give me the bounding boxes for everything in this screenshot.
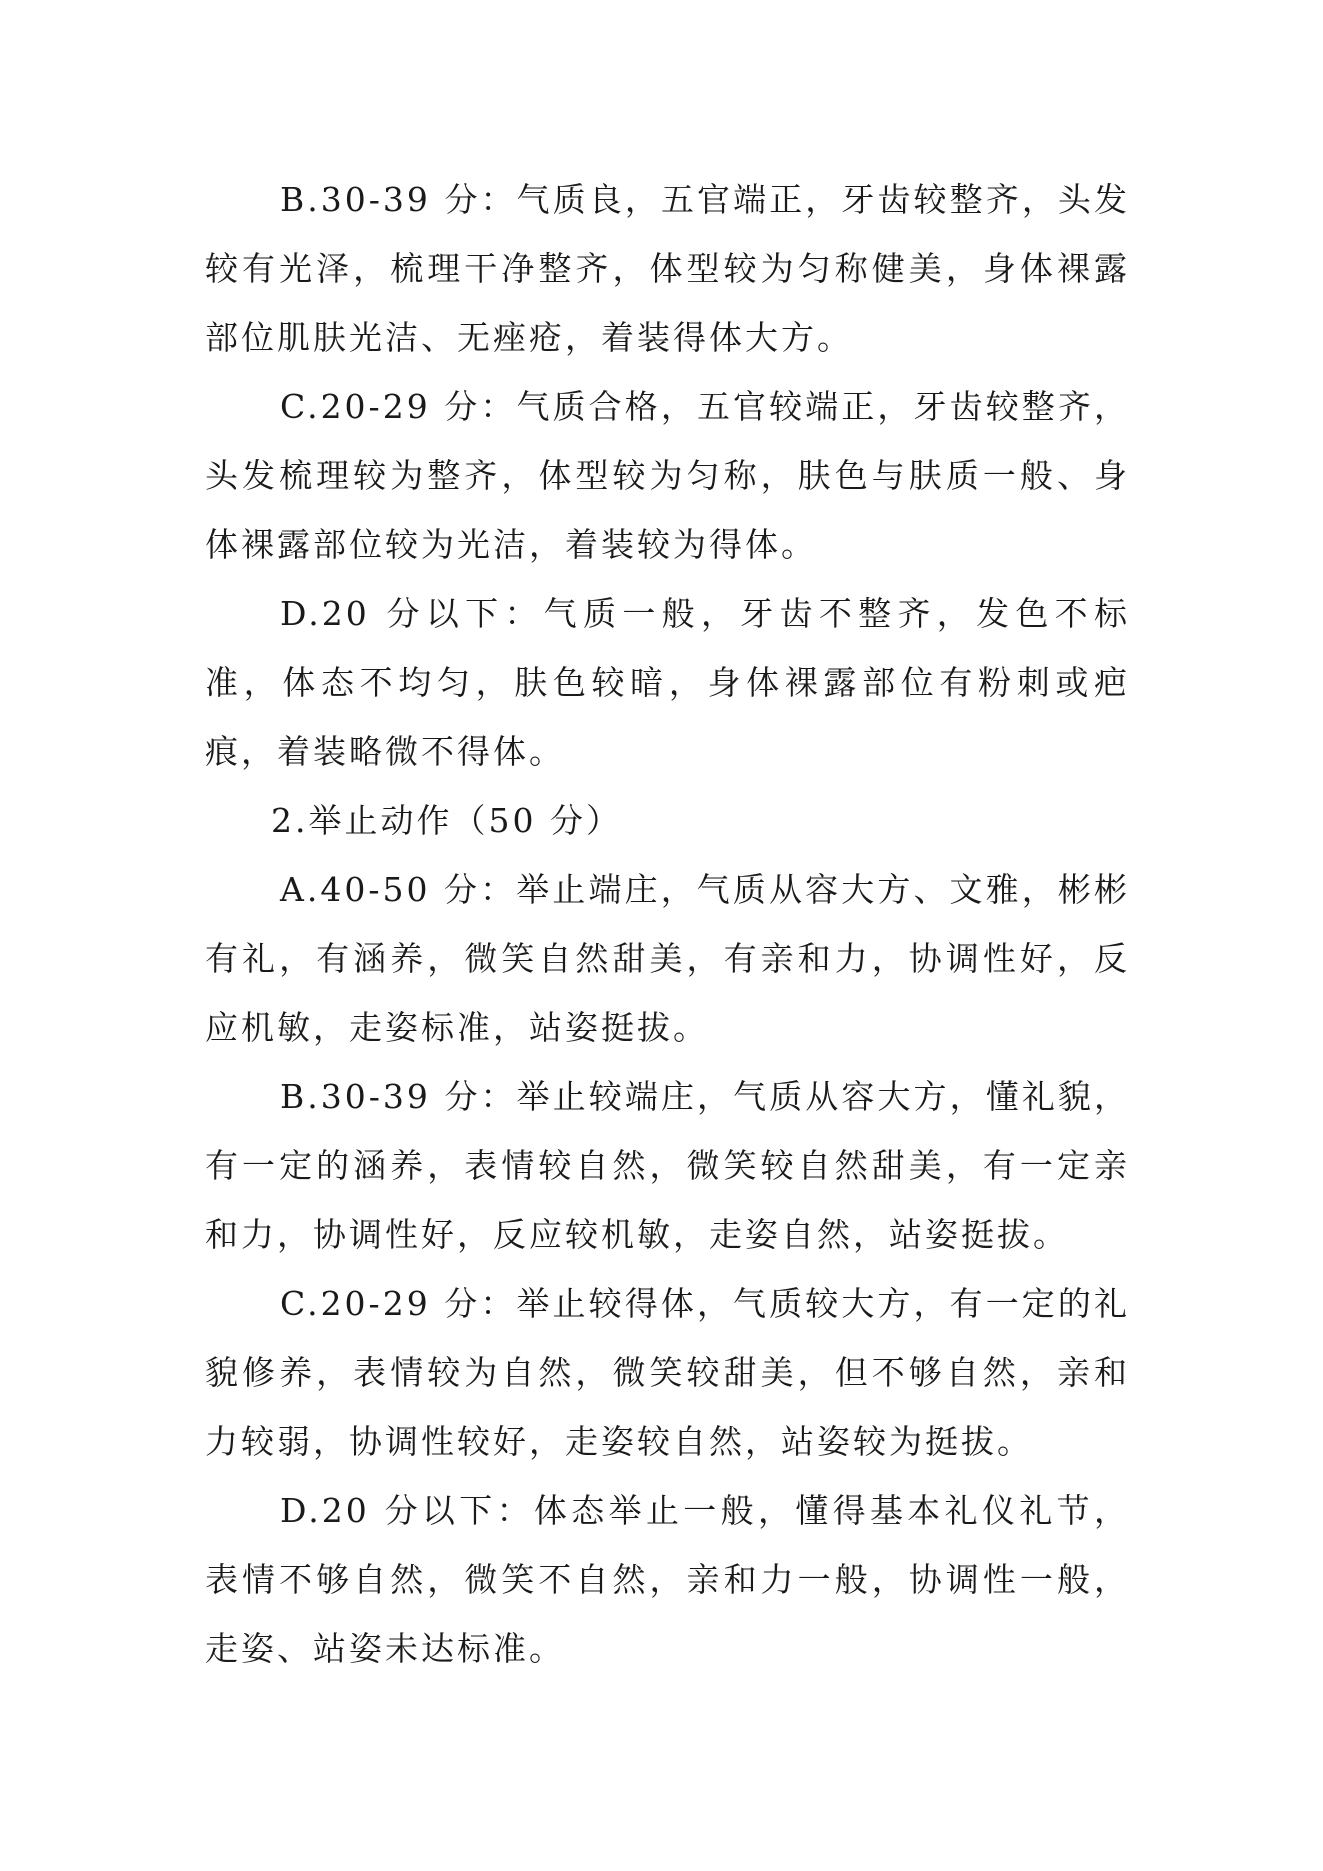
paragraph-a-behavior: A.40-50 分：举止端庄，气质从容大方、文雅，彬彬有礼，有涵养，微笑自然甜美，有亲和力，协调性好，反应机敏，走姿标准，站姿挺拔。 <box>205 870 1130 1047</box>
paragraph-c-behavior: C.20-29 分：举止较得体，气质较大方，有一定的礼貌修养，表情较为自然，微笑较甜美，但不够自然，亲和力较弱，协调性较好，走姿较自然，站姿较为挺拔。 <box>205 1284 1130 1461</box>
section-heading-behavior: 2.举止动作（50 分） <box>271 801 622 840</box>
document-body <box>205 165 1130 1683</box>
paragraph-d-appearance: D.20 分以下：气质一般，牙齿不整齐，发色不标准，体态不均匀，肤色较暗，身体裸露部位有粉刺或疤痕，着装略微不得体。 <box>205 594 1130 771</box>
paragraph-c-appearance: C.20-29 分：气质合格，五官较端正，牙齿较整齐，头发梳理较为整齐，体型较为匀称，肤色与肤质一般、身体裸露部位较为光洁，着装较为得体。 <box>205 387 1130 564</box>
paragraph-b-appearance: B.30-39 分：气质良，五官端正，牙齿较整齐，头发较有光泽，梳理干净整齐，体型较为匀称健美，身体裸露部位肌肤光洁、无痤疮，着装得体大方。 <box>205 180 1130 357</box>
paragraph-b-behavior: B.30-39 分：举止较端庄，气质从容大方，懂礼貌，有一定的涵养，表情较自然，微笑较自然甜美，有一定亲和力，协调性好，反应较机敏，走姿自然，站姿挺拔。 <box>205 1077 1130 1254</box>
paragraph-d-behavior: D.20 分以下：体态举止一般，懂得基本礼仪礼节，表情不够自然，微笑不自然，亲和力一般，协调性一般，走姿、站姿未达标准。 <box>205 1491 1130 1668</box>
